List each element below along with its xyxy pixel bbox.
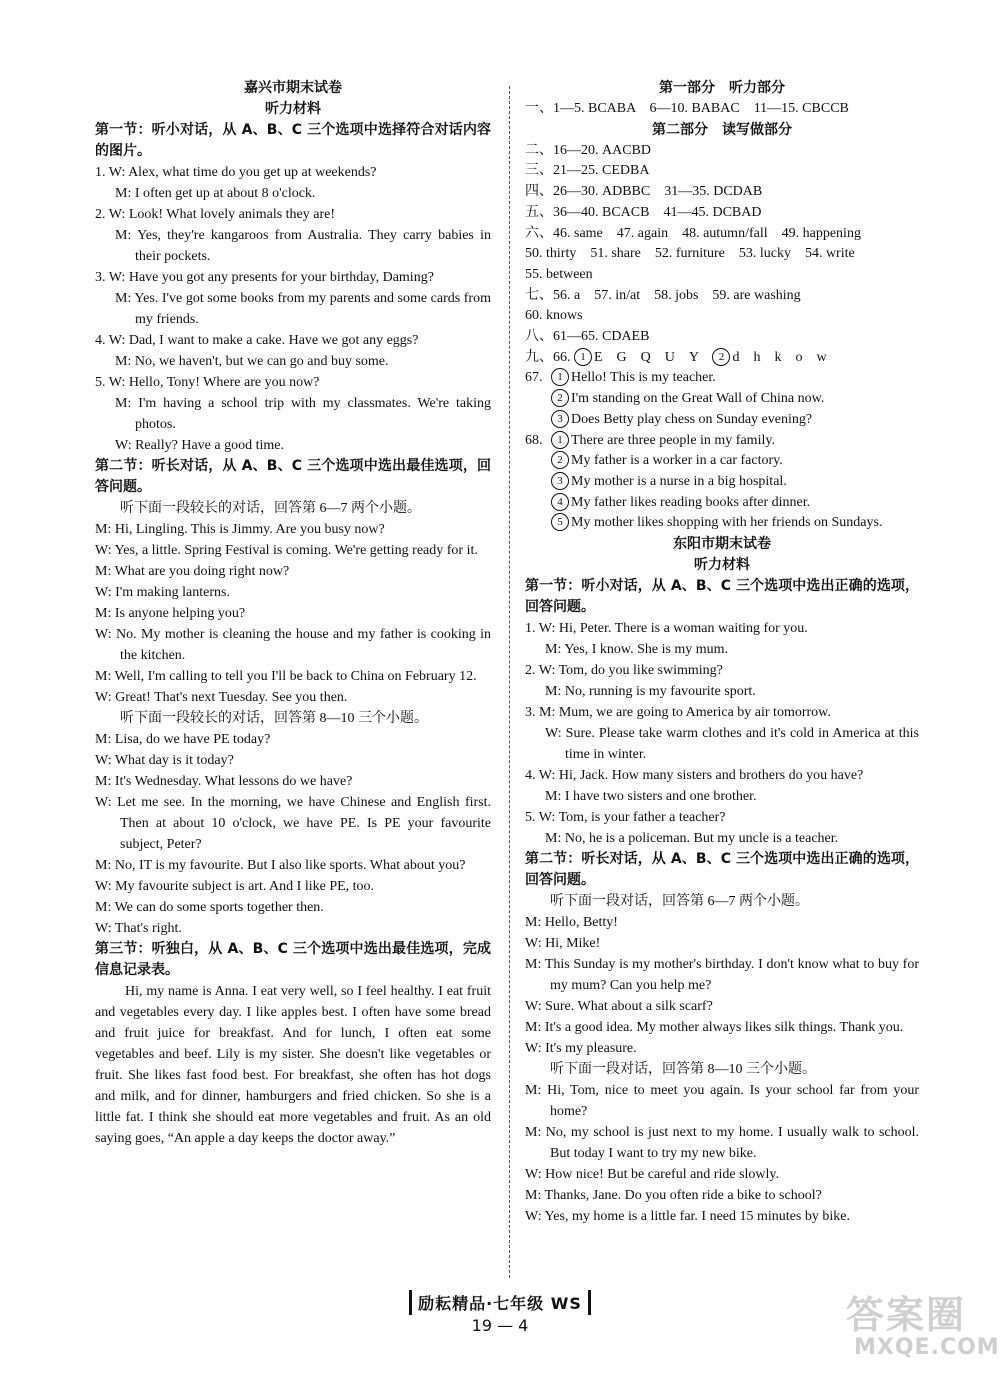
dialogue-line xyxy=(525,681,919,702)
speaker-label: M: xyxy=(95,732,115,747)
dialogue-line xyxy=(95,666,491,687)
watermark-text: 答案圈 xyxy=(846,1293,967,1337)
line-text: Hello, Tony! Where are you now? xyxy=(128,375,320,390)
speaker-label: 4. W: xyxy=(525,768,559,784)
line-text: I'm having a school trip with my classmates. We're taking photos. xyxy=(135,396,492,432)
speaker-label: M: xyxy=(545,684,565,700)
answer-sentence xyxy=(525,451,919,472)
speaker-label: 3. W: xyxy=(95,270,129,285)
right-column xyxy=(525,78,919,1227)
section-1-heading: 第一节：听小对话，从 A、B、C 三个选项中选择符合对话内容的图片。 xyxy=(95,122,491,159)
dialogue-line xyxy=(95,876,491,897)
speaker-label: M: xyxy=(525,1125,546,1141)
instruction-8-10: 听下面一段较长的对话，回答第 8—10 三个小题。 xyxy=(120,711,428,726)
line-text: What day is it today? xyxy=(114,753,234,768)
line-text: I often get up at about 8 o'clock. xyxy=(134,186,316,201)
section-2-heading-2: 第二节：听长对话，从 A、B、C 三个选项中选出正确的选项，回答问题。 xyxy=(525,851,919,889)
dialogue-line xyxy=(95,225,491,267)
line-text: How nice! But be careful and ride slowly. xyxy=(545,1167,779,1183)
answer-row-3: 三、21—25. CEDBA xyxy=(525,163,650,179)
dialogue-line xyxy=(525,702,919,723)
line-text: Yes. I've got some books from my parents and some cards from my friends. xyxy=(134,291,491,327)
line-text: Alex, what time do you get up at weekends? xyxy=(128,165,377,180)
answer-row-4: 四、26—30. ADBBC 31—35. DCDAB xyxy=(525,184,763,200)
speaker-label: W: xyxy=(525,1041,546,1057)
dialogue-line xyxy=(525,618,919,639)
line-text: We can do some sports together then. xyxy=(114,900,324,915)
dialogue-line xyxy=(525,1206,919,1227)
dialogue-line xyxy=(525,996,919,1017)
speaker-label: M: xyxy=(115,354,135,369)
speaker-label: W: xyxy=(525,999,546,1015)
line-text: Thanks, Jane. Do you often ride a bike to school? xyxy=(544,1188,822,1204)
line-text: No, running is my favourite sport. xyxy=(564,684,756,700)
circled-number: 4 xyxy=(551,493,569,511)
line-text: Sure. What about a silk scarf? xyxy=(545,999,713,1015)
circled-number: 2 xyxy=(551,451,569,469)
left-column xyxy=(95,78,491,1149)
dialogue-line xyxy=(525,723,919,765)
dialogue-line xyxy=(95,372,491,393)
speaker-label: W: xyxy=(95,879,116,894)
speaker-label: M: xyxy=(95,522,115,537)
answer-sentence xyxy=(525,389,919,410)
dialogue-line xyxy=(525,1080,919,1122)
dialogue-line xyxy=(525,954,919,996)
dialogue-8-10 xyxy=(95,729,491,939)
part-1-heading: 第一部分 听力部分 xyxy=(659,80,785,96)
dialogue-line xyxy=(525,660,919,681)
speaker-label: W: xyxy=(95,690,116,705)
line-text: Have you got any presents for your birthday, Daming? xyxy=(128,270,434,285)
answer-row-8: 八、61—65. CDAEB xyxy=(525,329,650,345)
line-text: No, he is a policeman. But my uncle is a teacher. xyxy=(564,831,839,847)
dialogue-line xyxy=(95,918,491,939)
answer-text: There are three people in my family. xyxy=(571,432,775,448)
line-text: Look! What lovely animals they are! xyxy=(128,207,336,222)
dialogue-6-7 xyxy=(95,519,491,708)
answer-row-6: 六、46. same 47. again 48. autumn/fall 49. happening xyxy=(525,225,861,241)
dialogue-line xyxy=(95,603,491,624)
dialogue-6-7-2 xyxy=(525,912,919,1059)
answer-text: My mother is a nurse in a big hospital. xyxy=(571,473,787,489)
dialogue-line xyxy=(95,582,491,603)
speaker-label: M: xyxy=(525,1188,545,1204)
line-text: No, we haven't, but we can go and buy some. xyxy=(134,354,389,369)
speaker-label: W: xyxy=(115,438,136,453)
speaker-label: W: xyxy=(95,795,118,810)
line-text: Hi, Tom, nice to meet you again. Is your school far from your home? xyxy=(547,1083,919,1120)
circled-number: 5 xyxy=(551,513,569,531)
answer-text: Hello! This is my teacher. xyxy=(571,370,716,386)
answer-row-9: 九、66. 1 E G Q U Y 2 d h k o w xyxy=(525,349,827,365)
line-text: Great! That's next Tuesday. See you then. xyxy=(115,690,348,705)
speaker-label: M: xyxy=(95,606,115,621)
column-divider xyxy=(509,86,510,1278)
section-1-heading-2: 第一节：听小对话，从 A、B、C 三个选项中选出正确的选项，回答问题。 xyxy=(525,578,919,616)
speaker-label: M: xyxy=(525,915,545,931)
speaker-label: 2. W: xyxy=(525,663,559,679)
speaker-label: M: xyxy=(95,669,115,684)
line-text: Hi, Lingling. This is Jimmy. Are you busy now? xyxy=(114,522,385,537)
speaker-label: W: xyxy=(525,1209,545,1225)
answer-text: My mother likes shopping with her friends on Sundays. xyxy=(571,515,883,531)
line-text: Dad, I want to make a cake. Have we got any eggs? xyxy=(128,333,419,348)
speaker-label: 1. W: xyxy=(95,165,129,180)
answer-67 xyxy=(525,368,919,430)
answer-row-7-cont: 60. knows xyxy=(525,308,583,324)
line-text: Yes, I know. She is my mum. xyxy=(564,642,729,658)
dialogue-line xyxy=(525,1017,919,1038)
answer-text: I'm standing on the Great Wall of China now. xyxy=(571,391,825,407)
answer-sentence xyxy=(525,493,919,514)
dialogue-line xyxy=(95,330,491,351)
line-text: It's a good idea. My mother always likes silk things. Thank you. xyxy=(544,1020,904,1036)
dialogue-line xyxy=(95,729,491,750)
line-text: It's Wednesday. What lessons do we have? xyxy=(114,774,353,789)
speaker-label: M: xyxy=(545,789,565,805)
speaker-label: M: xyxy=(525,957,545,973)
listening-material-title-2: 听力材料 xyxy=(694,557,750,574)
line-text: No, my school is just next to my home. I usually walk to school. But today I want to try my new bike. xyxy=(545,1125,919,1162)
answer-text: My father likes reading books after dinner. xyxy=(571,494,811,510)
dialogue-line xyxy=(525,639,919,660)
dialogue-line xyxy=(525,765,919,786)
line-text: Hello, Betty! xyxy=(544,915,618,931)
dialogue-line xyxy=(95,561,491,582)
dialogue-line xyxy=(95,771,491,792)
line-text: My favourite subject is art. And I like PE, too. xyxy=(115,879,375,894)
line-text: Mum, we are going to America by air tomorrow. xyxy=(558,705,831,721)
dialogue-8-10-2 xyxy=(525,1080,919,1227)
dialogue-line xyxy=(525,828,919,849)
watermark-logo xyxy=(846,1284,1000,1378)
speaker-label: 5. W: xyxy=(95,375,129,390)
dialogue-line xyxy=(525,1122,919,1164)
dialogue-line xyxy=(525,1185,919,1206)
instruction-6-7: 听下面一段较长的对话，回答第 6—7 两个小题。 xyxy=(120,501,421,516)
dialogue-line xyxy=(95,351,491,372)
answer-row-1: 一、1—5. BCABA 6—10. BABAC 11—15. CBCCB xyxy=(525,101,849,116)
speaker-label: M: xyxy=(545,831,565,847)
speaker-label: M: xyxy=(115,228,138,243)
circled-number: 3 xyxy=(551,472,569,490)
line-text: It's my pleasure. xyxy=(545,1041,637,1057)
line-text: Yes, a little. Spring Festival is coming. We're getting ready for it. xyxy=(114,543,478,558)
monologue-paragraph: Hi, my name is Anna. I eat very well, so I feel healthy. I eat fruit and vegetables every day. I like apples best. I often have some bread and fruit juice for breakfast. And for lunch, I often eat some vegetables and beef. Lily is my sister. She doesn't like vegetables or fruit. She likes fast food best. For breakfast, she often has hot dogs and milk, and for dinner, hamburgers and fried chicken. So she is a little fat. I think she should eat more vegetables and fruit. As an old saying goes, “An apple a day keeps the doctor away.” xyxy=(95,984,491,1146)
speaker-label: W: xyxy=(95,921,115,936)
speaker-label: M: xyxy=(115,396,139,411)
line-text: Sure. Please take warm clothes and it's cold in America at this time in winter. xyxy=(565,726,919,763)
line-text: What are you doing right now? xyxy=(114,564,290,579)
dialogue-line xyxy=(525,786,919,807)
dialogue-line xyxy=(525,912,919,933)
answer-sentence xyxy=(525,513,919,534)
speaker-label: W: xyxy=(95,543,115,558)
dialogue-line xyxy=(95,183,491,204)
answer-row-7: 七、56. a 57. in/at 58. jobs 59. are washing xyxy=(525,287,801,303)
speaker-label: 3. M: xyxy=(525,705,559,721)
speaker-label: M: xyxy=(525,1020,545,1036)
line-text: This Sunday is my mother's birthday. I don't know what to buy for my mum? Can you help me? xyxy=(544,957,919,994)
line-text: Well, I'm calling to tell you I'll be back to China on February 12. xyxy=(114,669,477,684)
speaker-label: M: xyxy=(525,1083,548,1099)
answer-row-6-cont2: 55. between xyxy=(525,266,593,282)
circled-number: 3 xyxy=(551,410,569,428)
speaker-label: W: xyxy=(95,753,115,768)
line-text: No, IT is my favourite. But I also like sports. What about you? xyxy=(114,858,466,873)
dialogue-line xyxy=(525,1038,919,1059)
speaker-label: W: xyxy=(545,726,566,742)
answer-sentence xyxy=(525,410,919,431)
dialogue-line xyxy=(95,687,491,708)
dialogue-line xyxy=(95,393,491,435)
line-text: No. My mother is cleaning the house and my father is cooking in the kitchen. xyxy=(115,627,491,663)
speaker-label: M: xyxy=(115,186,135,201)
answer-sentence xyxy=(525,431,919,452)
dialogue-line xyxy=(95,855,491,876)
line-text: Tom, is your father a teacher? xyxy=(558,810,726,826)
part-2-heading: 第二部分 读写做部分 xyxy=(652,121,792,138)
dialogue-line xyxy=(95,267,491,288)
speaker-label: W: xyxy=(95,585,116,600)
speaker-label: M: xyxy=(95,900,115,915)
answer-sentence xyxy=(525,368,919,389)
speaker-label: M: xyxy=(95,858,115,873)
dialogue-line xyxy=(95,750,491,771)
speaker-label: W: xyxy=(525,1167,546,1183)
line-text: Hi, Peter. There is a woman waiting for you. xyxy=(558,621,808,637)
speaker-label: M: xyxy=(95,564,115,579)
line-text: Hi, Mike! xyxy=(545,936,601,952)
section-3-heading: 第三节：听独白，从 A、B、C 三个选项中选出最佳选项，完成信息记录表。 xyxy=(95,941,491,978)
dialogue-line xyxy=(95,897,491,918)
line-text: I'm making lanterns. xyxy=(115,585,230,600)
line-text: Yes, my home is a little far. I need 15 minutes by bike. xyxy=(544,1209,850,1225)
line-text: Tom, do you like swimming? xyxy=(558,663,723,679)
circled-number: 1 xyxy=(574,348,592,366)
instruction-6-7-2: 听下面一段对话，回答第 6—7 两个小题。 xyxy=(550,894,809,910)
dialogue-line xyxy=(95,792,491,855)
line-text: Yes, they're kangaroos from Australia. They carry babies in their pockets. xyxy=(135,228,491,264)
line-text: Hi, Jack. How many sisters and brothers do you have? xyxy=(558,768,864,784)
dialogue-line xyxy=(95,540,491,561)
section-2-heading: 第二节：听长对话，从 A、B、C 三个选项中选出最佳选项，回答问题。 xyxy=(95,458,491,495)
dialogue-line xyxy=(95,519,491,540)
speaker-label: W: xyxy=(95,627,116,642)
speaker-label: 5. W: xyxy=(525,810,559,826)
brand-label: 励耘精品·七年级 WS xyxy=(409,1290,591,1315)
instruction-8-10-2: 听下面一段对话，回答第 8—10 三个小题。 xyxy=(550,1062,816,1078)
speaker-label: M: xyxy=(545,642,565,658)
dialogue-line xyxy=(95,162,491,183)
circled-number: 1 xyxy=(551,368,569,386)
dialogue-line xyxy=(525,807,919,828)
answer-row-2: 二、16—20. AACBD xyxy=(525,142,652,158)
line-text: That's right. xyxy=(114,921,182,936)
speaker-label: 1. W: xyxy=(525,621,559,637)
line-text: I have two sisters and one brother. xyxy=(564,789,757,805)
answer-text: My father is a worker in a car factory. xyxy=(571,453,783,469)
dialogue-line xyxy=(95,435,491,456)
speaker-label: M: xyxy=(95,774,115,789)
line-text: Let me see. In the morning, we have Chinese and English first. Then at about 10 o'clock, we have PE. Is PE your favourite subject, Peter? xyxy=(117,795,491,852)
circled-number: 2 xyxy=(551,389,569,407)
line-text: Is anyone helping you? xyxy=(114,606,246,621)
speaker-label: W: xyxy=(525,936,546,952)
speaker-label: 2. W: xyxy=(95,207,129,222)
dialogue-line xyxy=(525,933,919,954)
dialogue-line xyxy=(95,624,491,666)
section-1-dialogues-2 xyxy=(525,618,919,849)
answer-sentence xyxy=(525,472,919,493)
watermark-url: MXQE.COM xyxy=(854,1335,1000,1360)
circled-number: 2 xyxy=(712,348,730,366)
question-number: 67. xyxy=(525,370,543,386)
line-text: Really? Have a good time. xyxy=(135,438,284,453)
answer-text: Does Betty play chess on Sunday evening? xyxy=(571,411,813,427)
line-text: Lisa, do we have PE today? xyxy=(114,732,271,747)
dialogue-line xyxy=(95,204,491,225)
speaker-label: M: xyxy=(115,291,135,306)
speaker-label: 4. W: xyxy=(95,333,129,348)
exam-title-dongyang: 东阳市期末试卷 xyxy=(673,536,771,553)
dialogue-line xyxy=(525,1164,919,1185)
dialogue-line xyxy=(95,288,491,330)
exam-title-jiaxing: 嘉兴市期末试卷 xyxy=(244,80,342,96)
listening-material-title: 听力材料 xyxy=(265,101,321,117)
page-number: 19 — 4 xyxy=(471,1316,529,1335)
answer-row-5: 五、36—40. BCACB 41—45. DCBAD xyxy=(525,204,762,220)
section-1-dialogues xyxy=(95,162,491,456)
question-number: 68. xyxy=(525,432,543,448)
answer-68 xyxy=(525,431,919,535)
circled-number: 1 xyxy=(551,431,569,449)
answer-row-6-cont: 50. thirty 51. share 52. furniture 53. lucky 54. write xyxy=(525,246,855,262)
